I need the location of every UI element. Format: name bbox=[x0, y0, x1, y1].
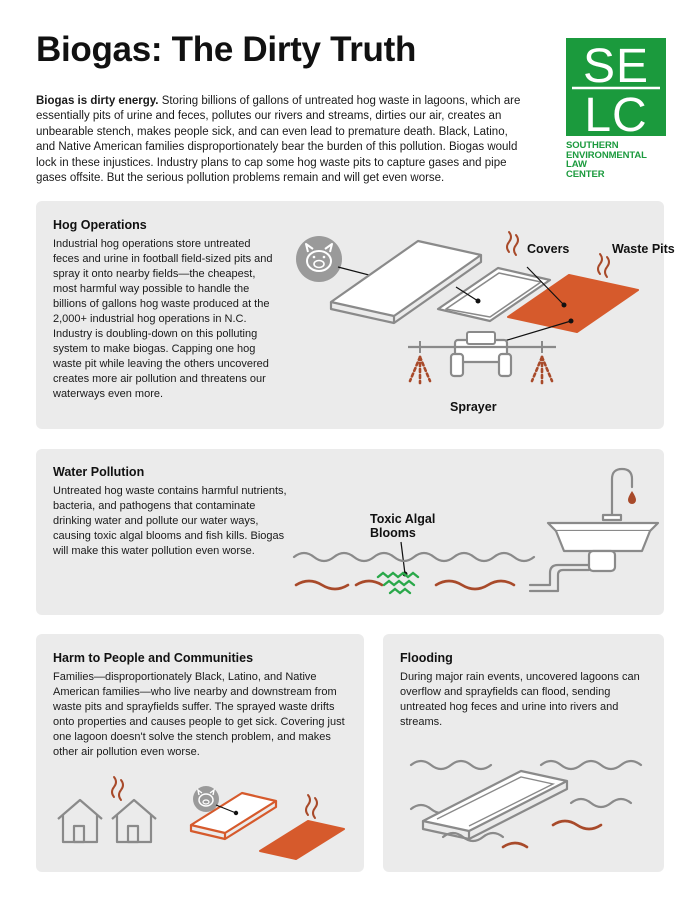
harm-to-people-illustration bbox=[46, 769, 356, 869]
flooding-panel bbox=[383, 634, 664, 872]
water-waves-icon bbox=[294, 553, 534, 561]
water-pollution-panel bbox=[36, 449, 664, 615]
page-title: Biogas: The Dirty Truth bbox=[36, 30, 417, 69]
house-icon bbox=[58, 800, 102, 842]
sprayer-label: Sprayer bbox=[450, 400, 497, 414]
intro-body: Storing billions of gallons of untreated hog waste in lagoons, which are essentially pits of urine and feces, pollutes our rivers and streams, dirties our air, creates an unbearable stench, makes people sick, and can even lead to premature death. Black, Latino, and Native American families disproportionately bear the burden of this pollution. Biogas would lock in these injustices. Industry plans to cap some hog waste pits to capture gases and pipe gases offsite. But the serious pollution problems remain and will get even worse. bbox=[36, 95, 521, 185]
harm-to-people-panel bbox=[36, 634, 364, 872]
flooding-heading: Flooding bbox=[400, 651, 453, 665]
logo-letters-top: SE bbox=[582, 40, 650, 93]
stench-icon bbox=[112, 777, 123, 800]
open-waste-pit-icon bbox=[260, 821, 344, 859]
sprayer-icon bbox=[408, 332, 556, 376]
logo-line: LAW bbox=[566, 159, 587, 171]
hog-operations-illustration bbox=[286, 213, 675, 423]
selc-logo bbox=[566, 38, 666, 136]
algae-icon bbox=[378, 573, 418, 593]
stench-icon bbox=[306, 795, 317, 818]
hog-operations-heading: Hog Operations bbox=[53, 218, 147, 232]
harm-to-people-text: Families—disproportionately Black, Latino, and Native American families—who live nearby and downstream from waste pits and sprayfields suffer. The sprayed waste drifts onto properties and causes people to get sick. Covering just one lagoon doesn't solve the stench problem, and makes other air pollution even worse. bbox=[53, 671, 345, 758]
flooding-illustration bbox=[403, 739, 653, 859]
water-pollution-heading: Water Pollution bbox=[53, 465, 145, 479]
flooding-text: During major rain events, uncovered lagoons can overflow and sprayfields can flood, sending untreated hog feces and urine into rivers and streams. bbox=[400, 671, 640, 728]
logo-line: CENTER bbox=[566, 168, 605, 180]
logo-letters-bottom: LC bbox=[584, 89, 648, 136]
house-icon bbox=[112, 800, 156, 842]
pig-icon bbox=[193, 786, 219, 812]
logo-organization-name bbox=[566, 141, 696, 179]
sink-icon bbox=[530, 469, 658, 591]
logo-line: ENVIRONMENTAL bbox=[566, 149, 647, 161]
polluted-water-icon bbox=[503, 821, 601, 847]
pig-icon bbox=[296, 236, 342, 282]
algal-blooms-label-line2: Blooms bbox=[370, 526, 416, 540]
covers-label: Covers bbox=[527, 242, 570, 256]
harm-to-people-heading: Harm to People and Communities bbox=[53, 651, 254, 665]
hog-operations-text: Industrial hog operations store untreated feces and urine in football field-sized pits and spray it onto nearby fields—the cheapest, most harmful way possible to handle the billions of gallons hog waste produced at the 2,000+ industrial hog operations in N.C. Industry is doubling-down on this polluting system to make biogas. Capping one hog waste pit while leaving the others uncovered creates more air pollution and threatens our waterways even more. bbox=[53, 238, 273, 400]
water-pollution-illustration bbox=[286, 457, 656, 607]
flooded-lagoon-icon bbox=[423, 771, 567, 839]
waste-pits-label: Waste Pits bbox=[612, 242, 675, 256]
contaminated-drop-icon bbox=[628, 491, 636, 504]
water-pollution-text: Untreated hog waste contains harmful nutrients, bacteria, and pathogens that contaminate drinking water and pollute our water ways, causing toxic algal blooms and fish kills. Biogas will make this water pollution even worse. bbox=[53, 485, 287, 557]
hog-operations-panel bbox=[36, 201, 675, 429]
intro-paragraph bbox=[36, 94, 524, 186]
logo-line: SOUTHERN bbox=[566, 140, 619, 151]
algal-blooms-label-line1: Toxic Algal bbox=[370, 512, 436, 526]
intro-lead: Biogas is dirty energy. bbox=[36, 95, 159, 107]
